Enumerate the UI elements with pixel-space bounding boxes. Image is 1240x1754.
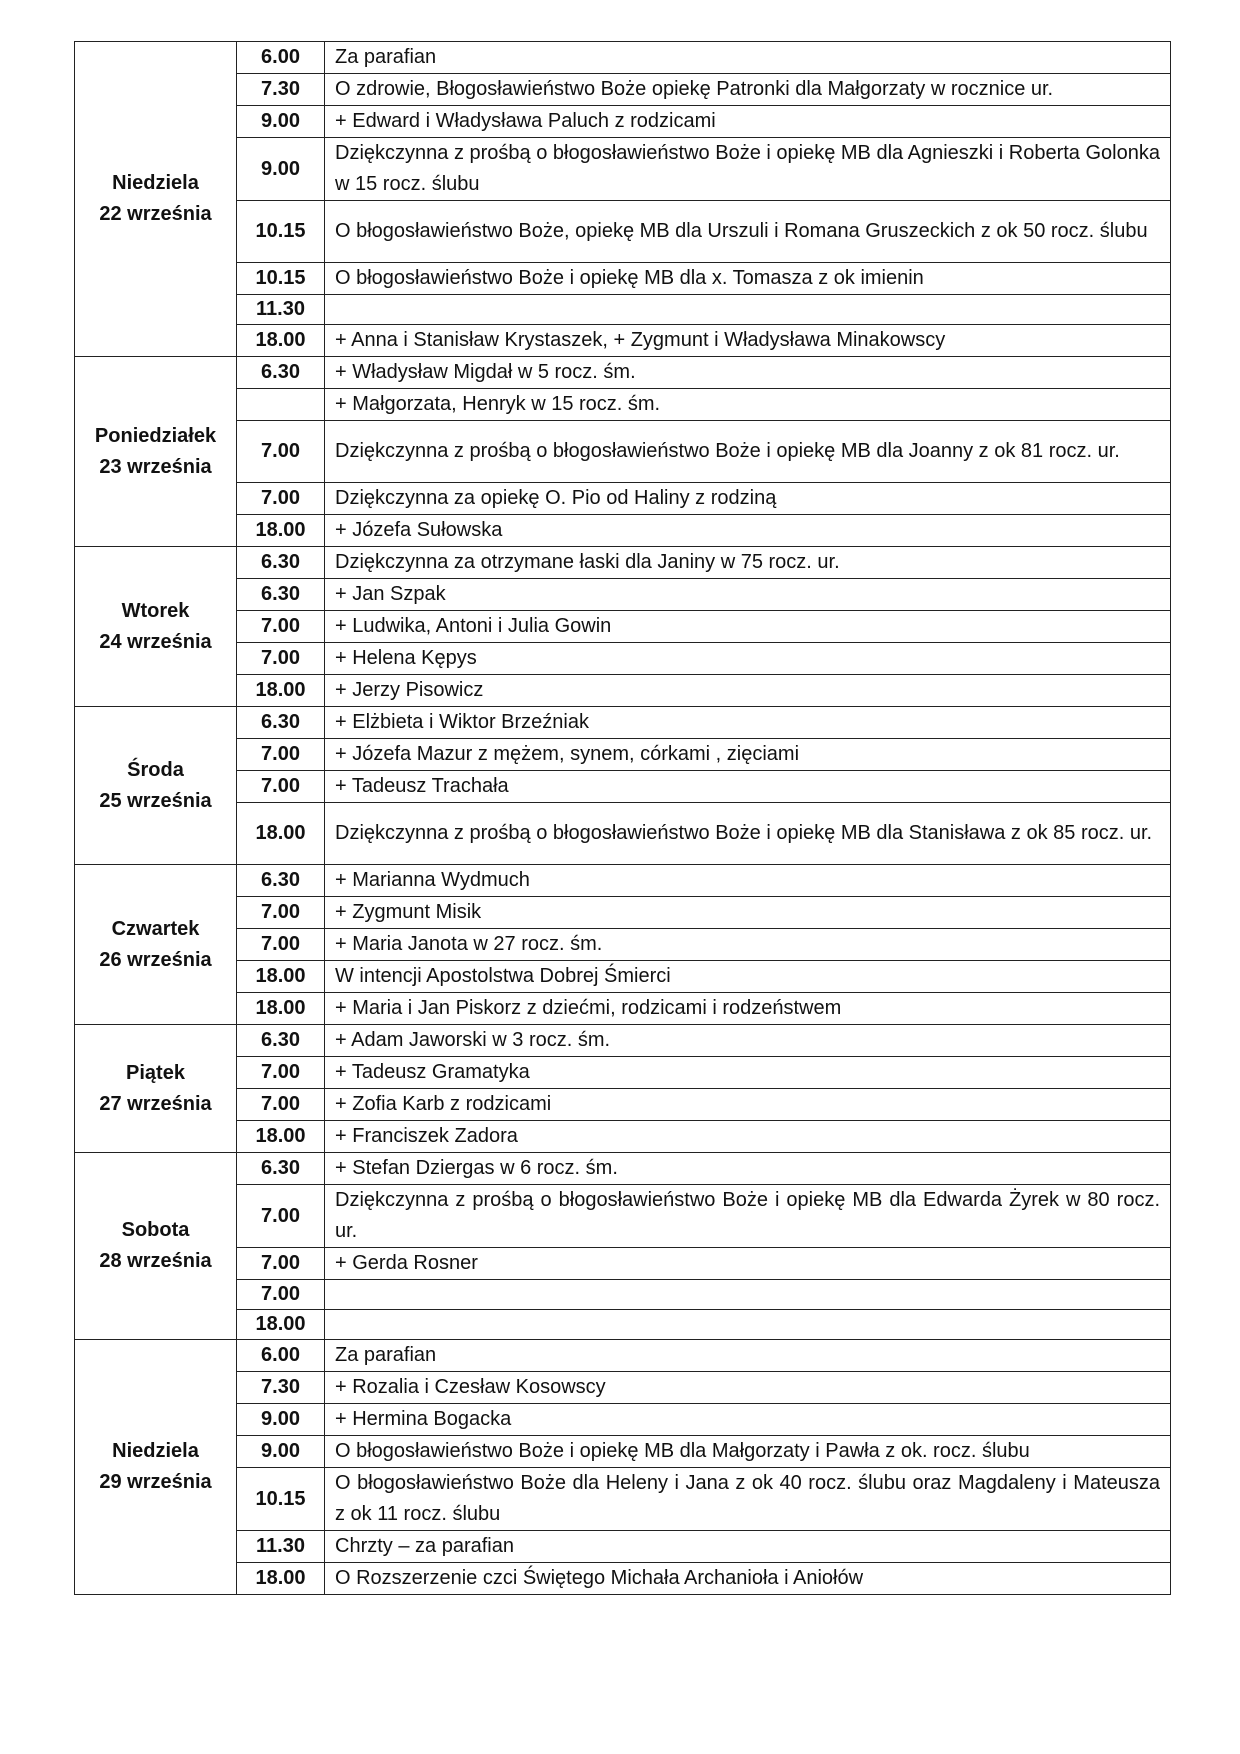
mass-intention: + Małgorzata, Henryk w 15 rocz. śm. — [325, 389, 1171, 421]
mass-intention: + Tadeusz Gramatyka — [325, 1057, 1171, 1089]
mass-time: 10.15 — [237, 201, 325, 263]
day-cell — [75, 42, 237, 357]
mass-time: 6.30 — [237, 579, 325, 611]
mass-intentions-body — [75, 42, 1171, 1595]
mass-intention: + Stefan Dziergas w 6 rocz. śm. — [325, 1153, 1171, 1185]
mass-intention: + Józefa Sułowska — [325, 515, 1171, 547]
mass-row — [75, 771, 1171, 803]
mass-time: 10.15 — [237, 1468, 325, 1531]
mass-time: 7.00 — [237, 643, 325, 675]
mass-row — [75, 1057, 1171, 1089]
mass-row — [75, 42, 1171, 74]
mass-time: 9.00 — [237, 1404, 325, 1436]
mass-time: 7.00 — [237, 421, 325, 483]
mass-row — [75, 1340, 1171, 1372]
mass-row — [75, 483, 1171, 515]
mass-time: 7.30 — [237, 1372, 325, 1404]
mass-intention — [325, 1310, 1171, 1340]
mass-time: 18.00 — [237, 993, 325, 1025]
mass-intention: + Maria i Jan Piskorz z dziećmi, rodzicami i rodzeństwem — [325, 993, 1171, 1025]
day-date: 27 września — [99, 1092, 212, 1115]
mass-time: 6.30 — [237, 547, 325, 579]
day-name: Wtorek — [121, 599, 190, 622]
mass-intention: + Franciszek Zadora — [325, 1121, 1171, 1153]
mass-row — [75, 263, 1171, 295]
mass-intention — [325, 1280, 1171, 1310]
mass-time: 7.00 — [237, 897, 325, 929]
mass-row — [75, 1185, 1171, 1248]
day-cell — [75, 865, 237, 1025]
mass-row — [75, 201, 1171, 263]
mass-time: 7.00 — [237, 611, 325, 643]
mass-time: 6.30 — [237, 357, 325, 389]
mass-time: 18.00 — [237, 515, 325, 547]
day-date: 23 września — [99, 455, 212, 478]
mass-row — [75, 1280, 1171, 1310]
mass-row — [75, 579, 1171, 611]
mass-row — [75, 1248, 1171, 1280]
mass-row — [75, 389, 1171, 421]
mass-row — [75, 357, 1171, 389]
day-date: 26 września — [99, 948, 212, 971]
mass-intention: + Józefa Mazur z mężem, synem, córkami , zięciami — [325, 739, 1171, 771]
mass-intention: Dziękczynna z prośbą o błogosławieństwo Boże i opiekę MB dla Joanny z ok 81 rocz. ur. — [325, 421, 1171, 483]
mass-time: 18.00 — [237, 1121, 325, 1153]
day-cell — [75, 1153, 237, 1340]
mass-intention: O błogosławieństwo Boże, opiekę MB dla Urszuli i Romana Gruszeckich z ok 50 rocz. ślubu — [325, 201, 1171, 263]
mass-intentions-table — [74, 41, 1171, 1595]
mass-time: 6.30 — [237, 707, 325, 739]
mass-row — [75, 1310, 1171, 1340]
mass-row — [75, 803, 1171, 865]
mass-row — [75, 897, 1171, 929]
mass-intention: + Edward i Władysława Paluch z rodzicami — [325, 106, 1171, 138]
mass-time: 6.30 — [237, 1025, 325, 1057]
day-name: Środa — [127, 758, 184, 781]
mass-row — [75, 739, 1171, 771]
mass-intention: + Hermina Bogacka — [325, 1404, 1171, 1436]
mass-row — [75, 1372, 1171, 1404]
mass-row — [75, 675, 1171, 707]
mass-row — [75, 1404, 1171, 1436]
mass-row — [75, 611, 1171, 643]
mass-intention: + Adam Jaworski w 3 rocz. śm. — [325, 1025, 1171, 1057]
mass-intention: Chrzty – za parafian — [325, 1531, 1171, 1563]
day-name: Poniedziałek — [94, 424, 217, 447]
mass-intention — [325, 295, 1171, 325]
mass-intention: + Zygmunt Misik — [325, 897, 1171, 929]
mass-time: 10.15 — [237, 263, 325, 295]
mass-intention: + Maria Janota w 27 rocz. śm. — [325, 929, 1171, 961]
mass-time: 6.00 — [237, 42, 325, 74]
mass-time: 9.00 — [237, 106, 325, 138]
mass-time: 18.00 — [237, 325, 325, 357]
day-name: Piątek — [126, 1061, 185, 1084]
mass-row — [75, 707, 1171, 739]
mass-intention: + Anna i Stanisław Krystaszek, + Zygmunt i Władysława Minakowscy — [325, 325, 1171, 357]
day-name: Niedziela — [112, 1440, 199, 1462]
mass-intention: O błogosławieństwo Boże i opiekę MB dla x. Tomasza z ok imienin — [325, 263, 1171, 295]
mass-time: 7.00 — [237, 1185, 325, 1248]
mass-time: 7.00 — [237, 1057, 325, 1089]
mass-intention: Dziękczynna z prośbą o błogosławieństwo Boże i opiekę MB dla Agnieszki i Roberta Golonka w 15 rocz. ślubu — [325, 138, 1171, 201]
day-name: Czwartek — [111, 917, 200, 940]
mass-intention: Dziękczynna z prośbą o błogosławieństwo Boże i opiekę MB dla Stanisława z ok 85 rocz. ur. — [325, 803, 1171, 865]
mass-intention: + Marianna Wydmuch — [325, 865, 1171, 897]
mass-intention: O błogosławieństwo Boże i opiekę MB dla Małgorzaty i Pawła z ok. rocz. ślubu — [325, 1436, 1171, 1468]
mass-intention: + Helena Kępys — [325, 643, 1171, 675]
mass-intention: + Jerzy Pisowicz — [325, 675, 1171, 707]
mass-row — [75, 1563, 1171, 1595]
mass-intention: Za parafian — [325, 1340, 1171, 1372]
day-date: 29 września — [99, 1471, 212, 1493]
mass-row — [75, 515, 1171, 547]
mass-time: 11.30 — [237, 1531, 325, 1563]
mass-row — [75, 325, 1171, 357]
mass-time: 18.00 — [237, 675, 325, 707]
day-cell — [75, 547, 237, 707]
mass-intention: + Tadeusz Trachała — [325, 771, 1171, 803]
mass-intention: + Jan Szpak — [325, 579, 1171, 611]
mass-row — [75, 1436, 1171, 1468]
mass-time: 11.30 — [237, 295, 325, 325]
day-cell — [75, 707, 237, 865]
day-date: 25 września — [99, 789, 212, 812]
mass-row — [75, 1025, 1171, 1057]
mass-row — [75, 1531, 1171, 1563]
mass-intention: + Elżbieta i Wiktor Brzeźniak — [325, 707, 1171, 739]
mass-row — [75, 1089, 1171, 1121]
mass-time — [237, 389, 325, 421]
mass-intention: O błogosławieństwo Boże dla Heleny i Jana z ok 40 rocz. ślubu oraz Magdaleny i Mateusza z ok 11 rocz. ślubu — [325, 1468, 1171, 1531]
day-cell — [75, 1025, 237, 1153]
day-cell — [75, 1340, 237, 1595]
mass-time: 7.00 — [237, 1248, 325, 1280]
mass-time: 18.00 — [237, 803, 325, 865]
mass-intention: + Zofia Karb z rodzicami — [325, 1089, 1171, 1121]
mass-intention: + Ludwika, Antoni i Julia Gowin — [325, 611, 1171, 643]
mass-row — [75, 547, 1171, 579]
mass-intention: O Rozszerzenie czci Świętego Michała Archanioła i Aniołów — [325, 1563, 1171, 1595]
mass-time: 18.00 — [237, 1563, 325, 1595]
mass-time: 6.30 — [237, 1153, 325, 1185]
mass-time: 7.00 — [237, 1280, 325, 1310]
mass-row — [75, 865, 1171, 897]
mass-intention: + Rozalia i Czesław Kosowscy — [325, 1372, 1171, 1404]
mass-intention: W intencji Apostolstwa Dobrej Śmierci — [325, 961, 1171, 993]
mass-intention: O zdrowie, Błogosławieństwo Boże opiekę Patronki dla Małgorzaty w rocznice ur. — [325, 74, 1171, 106]
mass-row — [75, 929, 1171, 961]
mass-time: 6.00 — [237, 1340, 325, 1372]
mass-intention: + Władysław Migdał w 5 rocz. śm. — [325, 357, 1171, 389]
mass-row — [75, 1121, 1171, 1153]
mass-time: 7.00 — [237, 929, 325, 961]
mass-time: 7.00 — [237, 771, 325, 803]
mass-intention: Dziękczynna za otrzymane łaski dla Janiny w 75 rocz. ur. — [325, 547, 1171, 579]
mass-row — [75, 138, 1171, 201]
mass-time: 9.00 — [237, 138, 325, 201]
mass-intention: + Gerda Rosner — [325, 1248, 1171, 1280]
mass-row — [75, 421, 1171, 483]
mass-time: 7.00 — [237, 483, 325, 515]
mass-intention: Dziękczynna za opiekę O. Pio od Haliny z rodziną — [325, 483, 1171, 515]
day-name: Niedziela — [112, 172, 199, 194]
mass-time: 6.30 — [237, 865, 325, 897]
mass-intention: Dziękczynna z prośbą o błogosławieństwo Boże i opiekę MB dla Edwarda Żyrek w 80 rocz. ur. — [325, 1185, 1171, 1248]
mass-row — [75, 961, 1171, 993]
mass-time: 7.30 — [237, 74, 325, 106]
mass-time: 7.00 — [237, 739, 325, 771]
mass-row — [75, 106, 1171, 138]
day-cell — [75, 357, 237, 547]
mass-time: 7.00 — [237, 1089, 325, 1121]
mass-time: 9.00 — [237, 1436, 325, 1468]
mass-row — [75, 74, 1171, 106]
mass-row — [75, 295, 1171, 325]
mass-row — [75, 643, 1171, 675]
mass-row — [75, 993, 1171, 1025]
day-date: 28 września — [99, 1250, 212, 1272]
mass-row — [75, 1153, 1171, 1185]
mass-row — [75, 1468, 1171, 1531]
day-date: 24 września — [99, 630, 212, 653]
mass-intention: Za parafian — [325, 42, 1171, 74]
mass-time: 18.00 — [237, 961, 325, 993]
day-name: Sobota — [121, 1219, 190, 1241]
mass-time: 18.00 — [237, 1310, 325, 1340]
day-date: 22 września — [99, 203, 212, 225]
